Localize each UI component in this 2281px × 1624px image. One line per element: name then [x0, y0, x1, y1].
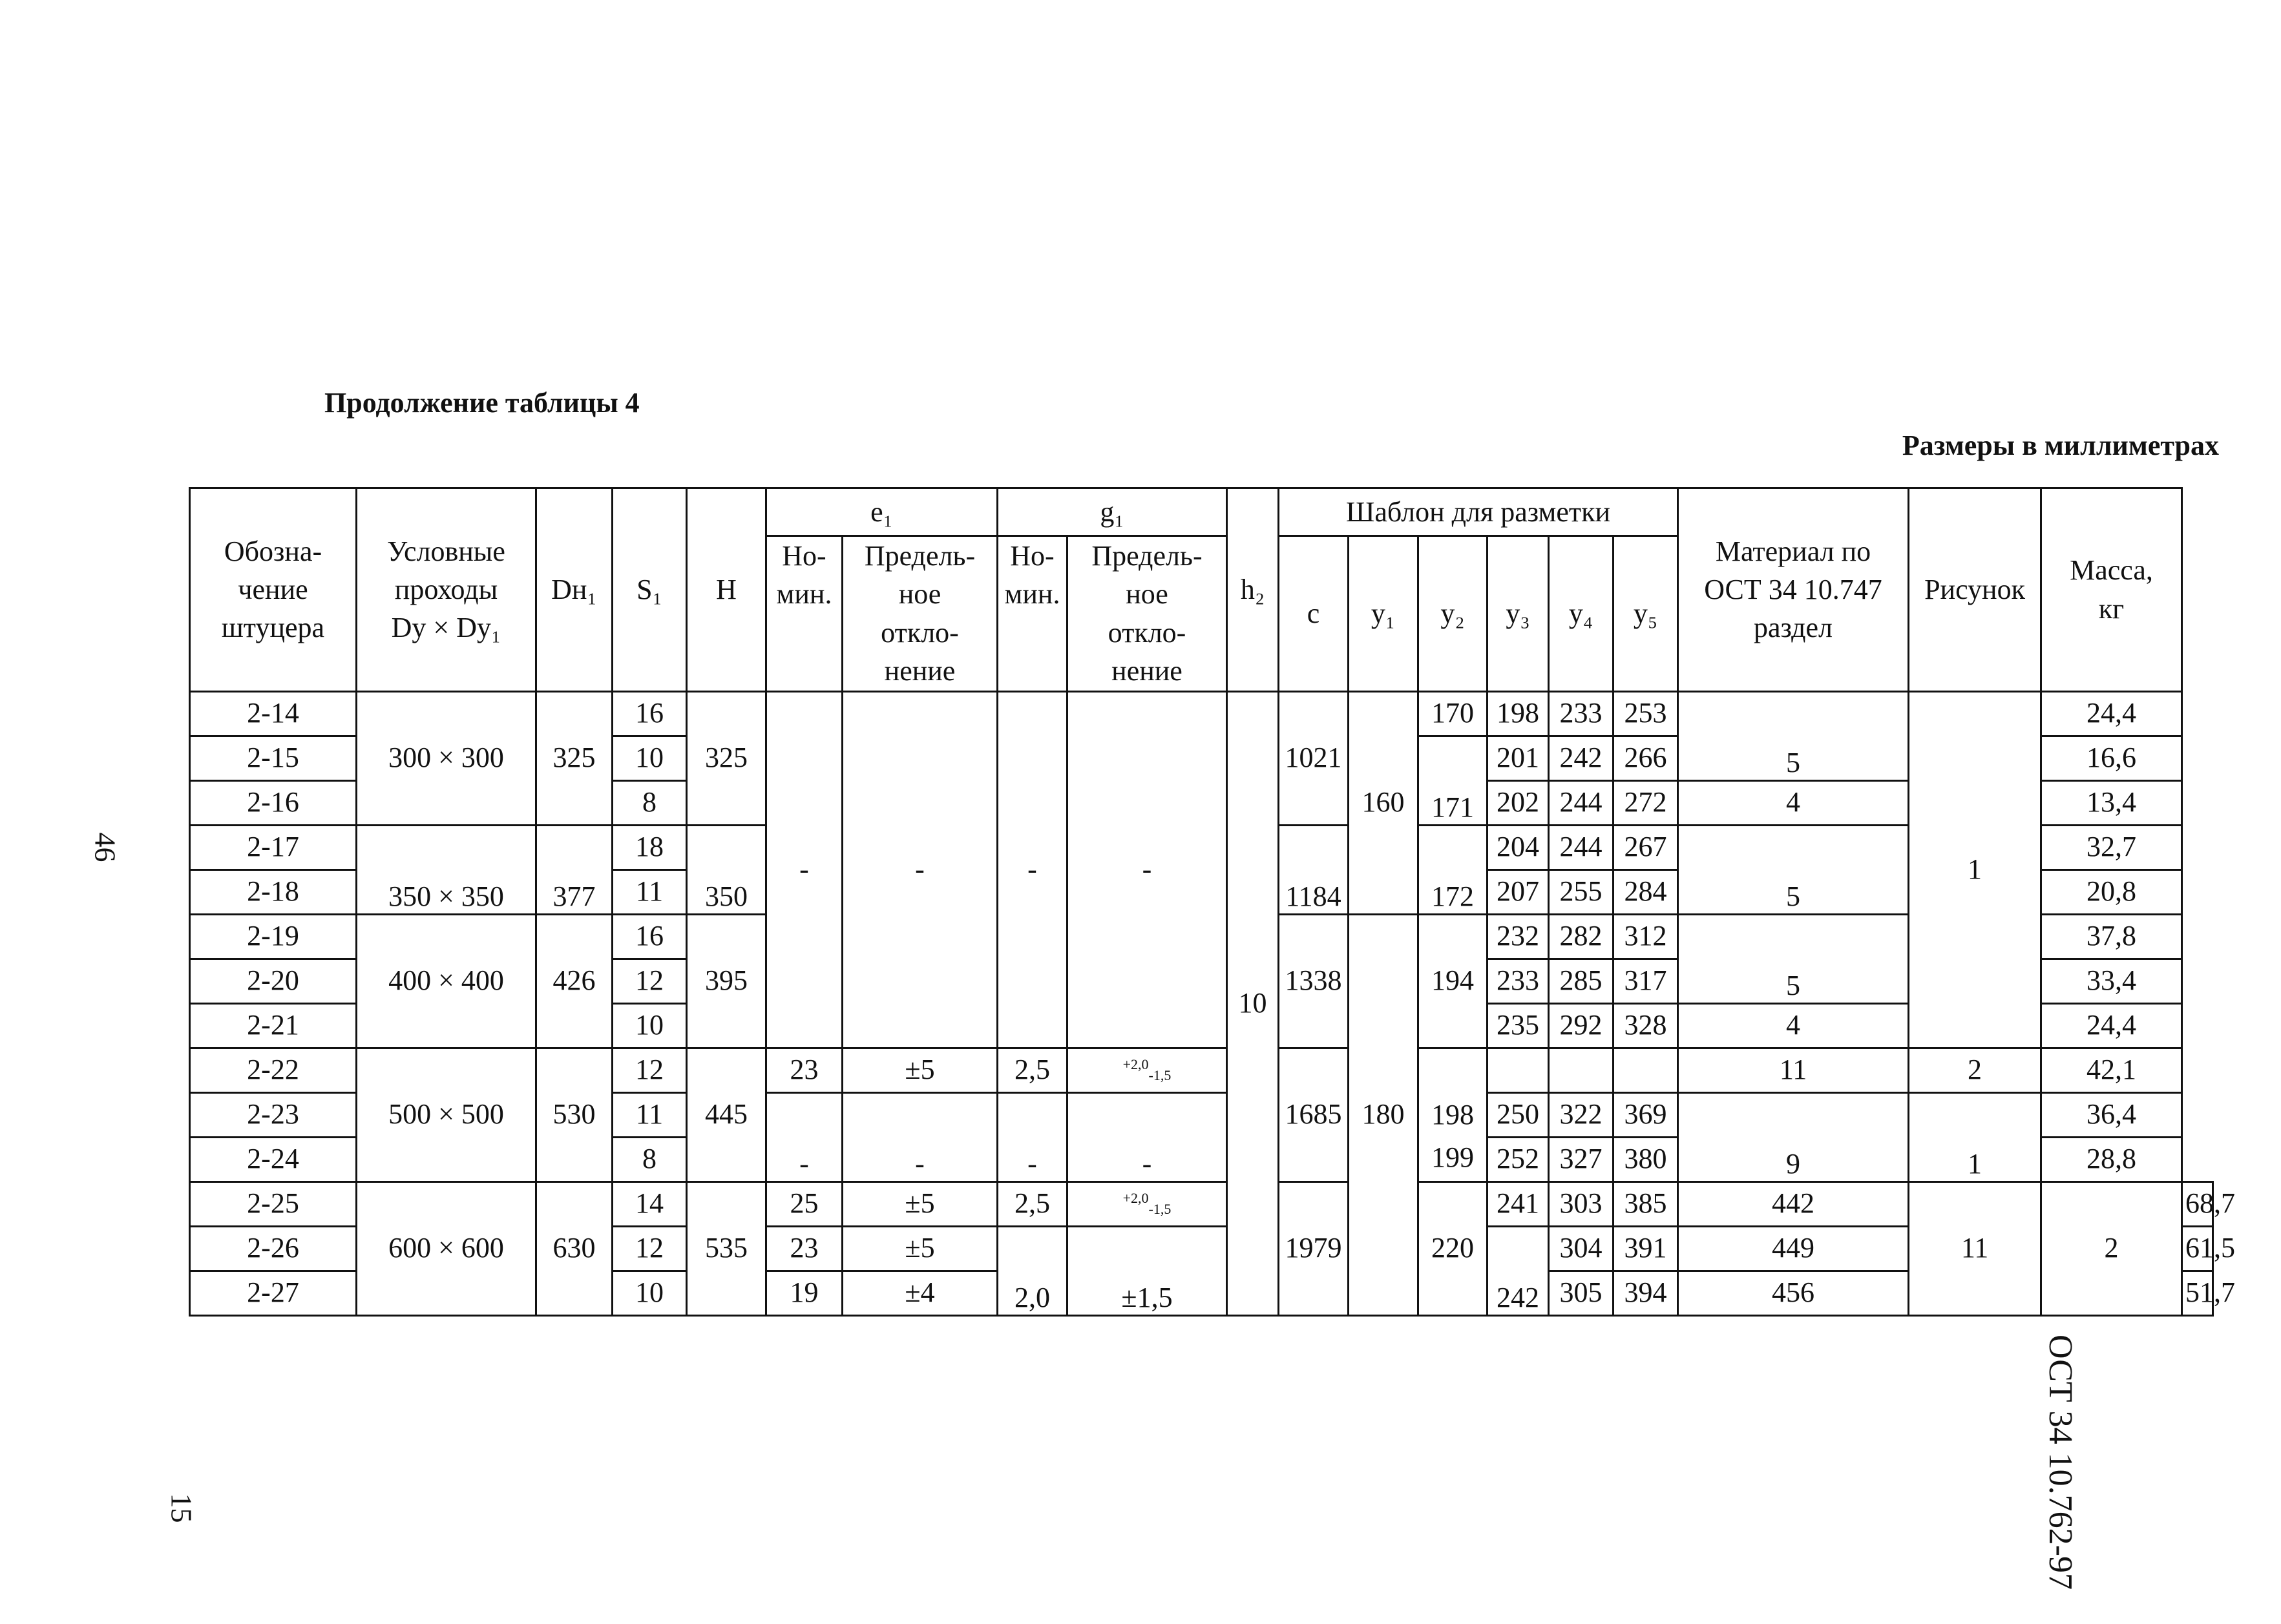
table-row — [190, 691, 2213, 736]
y4-cell: 322 — [1549, 1092, 1614, 1137]
s1-cell: 10 — [613, 1003, 687, 1048]
passage-cell: 300 × 300 — [357, 691, 536, 825]
y2-cell: 241 — [1487, 1182, 1549, 1226]
y5-cell: 456 — [1678, 1271, 1909, 1315]
y5-cell: 312 — [1614, 914, 1678, 959]
y2-cell: 170 — [1418, 691, 1487, 736]
y5-cell: 328 — [1614, 1003, 1678, 1048]
mass-cell: 24,4 — [2041, 1003, 2182, 1048]
c-cell: 1338 — [1279, 914, 1349, 1048]
h-cell: 395 — [687, 914, 766, 1048]
y1-cell: 220 — [1418, 1182, 1487, 1315]
g1-tolerance-cell — [1067, 1048, 1227, 1092]
y4-cell: 282 — [1549, 914, 1614, 959]
e1-nominal-cell: 25 — [766, 1182, 843, 1226]
page-number-bottom: 15 — [165, 1493, 198, 1523]
y3-cell — [1487, 1048, 1549, 1092]
e1-tolerance-cell: ±4 — [843, 1271, 998, 1315]
y4-cell: 391 — [1614, 1226, 1678, 1271]
col-h2: h₂ — [1227, 488, 1279, 692]
tolerance-lower: -1,5 — [1148, 1201, 1172, 1218]
col-y3: y₃ — [1487, 536, 1549, 692]
e1-tolerance-cell: ±5 — [843, 1226, 998, 1271]
y4-cell: 233 — [1549, 691, 1614, 736]
mass-cell: 32,7 — [2041, 825, 2182, 869]
y3-cell: 304 — [1549, 1226, 1614, 1271]
y4-cell: 285 — [1549, 959, 1614, 1003]
y2-cell: 194 — [1418, 914, 1487, 1048]
material-cell: 11 — [1678, 1048, 1909, 1092]
y1-cell: 180 — [1349, 914, 1418, 1315]
col-e1: e₁ — [766, 488, 998, 536]
y5-cell: 369 — [1614, 1092, 1678, 1137]
e1-nominal-cell: 23 — [766, 1226, 843, 1271]
y5-cell: 449 — [1678, 1226, 1909, 1271]
table-row — [190, 1182, 2213, 1226]
mass-cell: 20,8 — [2041, 869, 2182, 914]
y5-cell: 272 — [1614, 780, 1678, 825]
designation-cell: 2-15 — [190, 736, 357, 780]
col-e1-tolerance: Предель- ное отклo- нение — [843, 536, 998, 692]
mass-cell: 42,1 — [2041, 1048, 2182, 1092]
designation-cell: 2-18 — [190, 869, 357, 914]
g1-nominal-cell: 2,5 — [998, 1048, 1067, 1092]
col-c: c — [1279, 536, 1349, 692]
mass-cell: 13,4 — [2041, 780, 2182, 825]
e1-nominal-cell: 23 — [766, 1048, 843, 1092]
g1-tolerance-cell — [1067, 1182, 1227, 1226]
y4-cell: 255 — [1549, 869, 1614, 914]
mass-cell: 68,7 — [2182, 1182, 2213, 1226]
tolerance-upper: +2,0 — [1122, 1190, 1149, 1207]
page-number-left: 46 — [89, 832, 122, 862]
y3-cell: 204 — [1487, 825, 1549, 869]
col-s1: S₁ — [613, 488, 687, 692]
y2-cell — [1418, 1048, 1487, 1182]
s1-cell: 14 — [613, 1182, 687, 1226]
s1-cell: 16 — [613, 914, 687, 959]
col-y4: y₄ — [1549, 536, 1614, 692]
col-g1: g₁ — [998, 488, 1227, 536]
figure-cell: 1 — [1909, 1092, 2041, 1182]
y4-cell: 244 — [1549, 825, 1614, 869]
s1-cell: 8 — [613, 780, 687, 825]
s1-cell: 11 — [613, 869, 687, 914]
g1-tolerance-cell: - — [1067, 1092, 1227, 1182]
y5-cell: 267 — [1614, 825, 1678, 869]
y5-cell: 266 — [1614, 736, 1678, 780]
y5-cell — [1614, 1048, 1678, 1092]
mass-cell: 28,8 — [2041, 1137, 2182, 1182]
s1-cell: 10 — [613, 1271, 687, 1315]
col-g1-tolerance: Предель- ное отклo- нение — [1067, 536, 1227, 692]
mass-cell: 37,8 — [2041, 914, 2182, 959]
figure-cell: 1 — [1909, 691, 2041, 1048]
e1-tolerance-cell: ±5 — [843, 1048, 998, 1092]
designation-cell: 2-22 — [190, 1048, 357, 1092]
s1-cell: 18 — [613, 825, 687, 869]
e1-nominal-cell: - — [766, 691, 843, 1048]
g1-nominal-cell: - — [998, 691, 1067, 1048]
y4-cell: 292 — [1549, 1003, 1614, 1048]
s1-cell: 8 — [613, 1137, 687, 1182]
c-cell: 1979 — [1279, 1182, 1349, 1315]
y1-cell: 160 — [1349, 691, 1418, 914]
figure-cell: 2 — [1909, 1048, 2041, 1092]
table-row — [190, 1048, 2213, 1092]
y5-cell: 284 — [1614, 869, 1678, 914]
s1-cell: 10 — [613, 736, 687, 780]
y4-cell — [1549, 1048, 1614, 1092]
h-cell: 445 — [687, 1048, 766, 1182]
h2-cell: 10 — [1227, 691, 1279, 1315]
col-material: Материал по ОСТ 34 10.747 раздел — [1678, 488, 1909, 692]
e1-tolerance-cell: - — [843, 1092, 998, 1182]
g1-nominal-cell: - — [998, 1092, 1067, 1182]
mass-cell: 51,7 — [2182, 1271, 2213, 1315]
designation-cell: 2-21 — [190, 1003, 357, 1048]
y3-cell: 201 — [1487, 736, 1549, 780]
y3-cell: 303 — [1549, 1182, 1614, 1226]
g1-nominal-cell: 2,5 — [998, 1182, 1067, 1226]
mass-cell: 36,4 — [2041, 1092, 2182, 1137]
e1-tolerance-cell: - — [843, 691, 998, 1048]
material-cell: 4 — [1678, 1003, 1909, 1048]
y4-cell: 242 — [1549, 736, 1614, 780]
y5-cell: 380 — [1614, 1137, 1678, 1182]
table-caption: Продолжение таблицы 4 — [324, 387, 640, 419]
y4-cell: 327 — [1549, 1137, 1614, 1182]
y3-cell: 235 — [1487, 1003, 1549, 1048]
c-cell: 1685 — [1279, 1048, 1349, 1182]
y3-cell: 202 — [1487, 780, 1549, 825]
s1-cell: 16 — [613, 691, 687, 736]
col-dn1: Dн₁ — [536, 488, 613, 692]
dn1-cell: 377 — [536, 825, 613, 914]
e1-tolerance-cell: ±5 — [843, 1182, 998, 1226]
designation-cell: 2-24 — [190, 1137, 357, 1182]
material-cell: 5 — [1678, 914, 1909, 1003]
col-designation: Обозна- чение штуцера — [190, 488, 357, 692]
y4-cell: 385 — [1614, 1182, 1678, 1226]
g1-tolerance-cell: - — [1067, 691, 1227, 1048]
y3-cell: 250 — [1487, 1092, 1549, 1137]
s1-cell: 12 — [613, 1048, 687, 1092]
material-cell: 9 — [1678, 1092, 1909, 1182]
tolerance-lower: -1,5 — [1148, 1067, 1172, 1084]
passage-cell: 350 × 350 — [357, 825, 536, 914]
material-cell: 5 — [1678, 691, 1909, 780]
e1-nominal-cell: - — [766, 1092, 843, 1182]
designation-cell: 2-19 — [190, 914, 357, 959]
col-template: Шаблон для разметки — [1279, 488, 1678, 536]
mass-cell: 61,5 — [2182, 1226, 2213, 1271]
y3-cell: 233 — [1487, 959, 1549, 1003]
y2-cell: 242 — [1487, 1226, 1549, 1315]
designation-cell: 2-26 — [190, 1226, 357, 1271]
y3-cell: 198 — [1487, 691, 1549, 736]
y5-cell: 317 — [1614, 959, 1678, 1003]
mass-cell: 24,4 — [2041, 691, 2182, 736]
s1-cell: 12 — [613, 959, 687, 1003]
designation-cell: 2-14 — [190, 691, 357, 736]
y3-cell: 232 — [1487, 914, 1549, 959]
designation-cell: 2-23 — [190, 1092, 357, 1137]
designation-cell: 2-17 — [190, 825, 357, 869]
col-y2: y₂ — [1418, 536, 1487, 692]
dn1-cell: 630 — [536, 1182, 613, 1315]
y2-cell: 171 — [1418, 736, 1487, 825]
designation-cell: 2-27 — [190, 1271, 357, 1315]
material-cell: 5 — [1678, 825, 1909, 914]
passage-cell: 400 × 400 — [357, 914, 536, 1048]
h-cell: 535 — [687, 1182, 766, 1315]
h-cell: 325 — [687, 691, 766, 825]
designation-cell: 2-16 — [190, 780, 357, 825]
c-cell: 1021 — [1279, 691, 1349, 825]
document-code: ОСТ 34 10.762-97 — [2042, 1335, 2079, 1590]
designation-cell: 2-20 — [190, 959, 357, 1003]
passage-cell: 500 × 500 — [357, 1048, 536, 1182]
g1-tolerance-cell: ±1,5 — [1067, 1226, 1227, 1315]
dimensions-table — [189, 487, 2236, 1317]
col-h: H — [687, 488, 766, 692]
dn1-cell: 530 — [536, 1048, 613, 1182]
col-mass: Масса, кг — [2041, 488, 2182, 692]
s1-cell: 12 — [613, 1226, 687, 1271]
designation-cell: 2-25 — [190, 1182, 357, 1226]
col-e1-nominal: Но- мин. — [766, 536, 843, 692]
y3-cell: 252 — [1487, 1137, 1549, 1182]
s1-cell: 11 — [613, 1092, 687, 1137]
figure-cell: 2 — [2041, 1182, 2182, 1315]
dn1-cell: 325 — [536, 691, 613, 825]
mass-cell: 33,4 — [2041, 959, 2182, 1003]
c-cell: 1184 — [1279, 825, 1349, 914]
y3-cell: 305 — [1549, 1271, 1614, 1315]
y3-cell: 207 — [1487, 869, 1549, 914]
material-cell: 4 — [1678, 780, 1909, 825]
y4-cell: 394 — [1614, 1271, 1678, 1315]
col-g1-nominal: Но- мин. — [998, 536, 1067, 692]
y2-cell: 172 — [1418, 825, 1487, 914]
material-cell: 11 — [1909, 1182, 2041, 1315]
tolerance-upper: +2,0 — [1122, 1056, 1149, 1073]
col-y5: y₅ — [1614, 536, 1678, 692]
col-y1: y₁ — [1349, 536, 1418, 692]
col-passages: Условные проходы Dy × Dy₁ — [357, 488, 536, 692]
y2-value: 199 — [1431, 1141, 1474, 1173]
dn1-cell: 426 — [536, 914, 613, 1048]
y5-cell: 253 — [1614, 691, 1678, 736]
units-note: Размеры в миллиметрах — [1902, 430, 2219, 461]
y5-cell: 442 — [1678, 1182, 1909, 1226]
col-figure: Рисунок — [1909, 488, 2041, 692]
h-cell: 350 — [687, 825, 766, 914]
y4-cell: 244 — [1549, 780, 1614, 825]
g1-nominal-cell: 2,0 — [998, 1226, 1067, 1315]
y2-value: 198 — [1431, 1098, 1474, 1130]
mass-cell: 16,6 — [2041, 736, 2182, 780]
passage-cell: 600 × 600 — [357, 1182, 536, 1315]
e1-nominal-cell: 19 — [766, 1271, 843, 1315]
